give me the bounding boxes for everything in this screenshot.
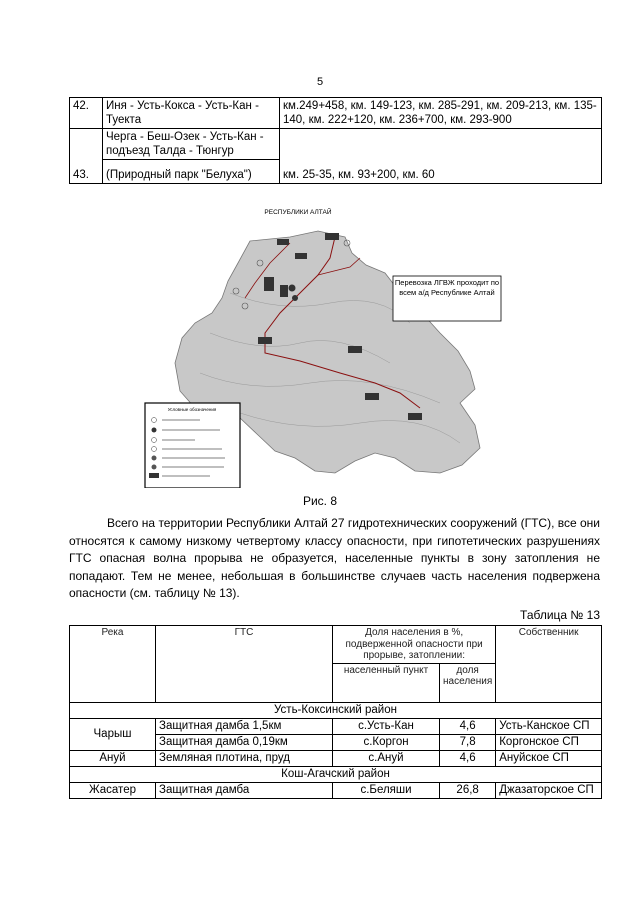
owner-cell: Ануйское СП xyxy=(496,750,602,766)
legend-symbol xyxy=(149,473,159,478)
table-row xyxy=(70,129,602,184)
table-row xyxy=(70,750,602,766)
page-number: 5 xyxy=(316,76,324,88)
owner-cell: Коргонское СП xyxy=(496,734,602,750)
gts-cell: Защитная дамба 1,5км xyxy=(156,718,333,734)
legend-title: Условные обозначения xyxy=(167,407,217,412)
gts-cell: Земляная плотина, пруд xyxy=(156,750,333,766)
callout-text: Перевозка ЛГВЖ проходит по всем а/д Республике Алтай xyxy=(394,278,500,297)
truck-marker xyxy=(295,253,307,259)
legend-symbol xyxy=(152,428,157,433)
altai-map xyxy=(140,203,504,488)
header-row xyxy=(70,626,602,664)
gts-cell: Защитная дамба 0,19км xyxy=(156,734,333,750)
table-row xyxy=(70,782,602,798)
header-population-share: доля населения xyxy=(440,663,496,702)
marker-dot xyxy=(292,295,298,301)
settlement-cell: с.Усть-Кан xyxy=(333,718,440,734)
share-cell: 26,8 xyxy=(440,782,496,798)
table-label: Таблица № 13 xyxy=(520,608,600,622)
section-row xyxy=(70,702,602,718)
river-cell: Жасатер xyxy=(70,782,156,798)
truck-marker xyxy=(325,233,339,240)
route-line-1: Черга - Беш-Озек - Усть-Кан - подъезд Талда - Тюнгур xyxy=(103,129,279,160)
header-settlement: населенный пункт xyxy=(333,663,440,702)
figure-caption: Рис. 8 xyxy=(302,494,338,508)
section-row xyxy=(70,766,602,782)
map-title: РЕСПУБЛИКИ АЛТАЙ xyxy=(264,209,332,216)
truck-marker xyxy=(264,277,274,291)
share-cell: 7,8 xyxy=(440,734,496,750)
share-cell: 4,6 xyxy=(440,718,496,734)
route-km: км.249+458, км. 149-123, км. 285-291, км. 209-213, км. 135-140, км. 222+120, км. 236+700, км. 293-900 xyxy=(280,98,602,129)
truck-marker xyxy=(365,393,379,400)
header-share: Доля населения в %, подверженной опасности при прорыве, затоплении: xyxy=(333,626,496,664)
legend-symbol xyxy=(152,456,157,461)
share-cell: 4,6 xyxy=(440,750,496,766)
route-name xyxy=(103,129,280,184)
settlement-cell: с.Ануй xyxy=(333,750,440,766)
header-river: Река xyxy=(70,626,156,703)
row-number: 43. xyxy=(70,129,103,184)
district-name: Усть-Коксинский район xyxy=(70,702,602,718)
routes-table xyxy=(69,97,602,184)
settlement-cell: с.Беляши xyxy=(333,782,440,798)
owner-cell: Усть-Канское СП xyxy=(496,718,602,734)
truck-marker xyxy=(280,285,288,297)
route-line-2: (Природный парк "Белуха") xyxy=(106,169,252,181)
route-km: км. 25-35, км. 93+200, км. 60 xyxy=(280,129,602,184)
header-gts: ГТС xyxy=(156,626,333,703)
truck-marker xyxy=(277,239,289,245)
owner-cell: Джазаторское СП xyxy=(496,782,602,798)
truck-marker xyxy=(408,413,422,420)
river-cell: Ануй xyxy=(70,750,156,766)
row-number: 42. xyxy=(70,98,103,129)
truck-marker xyxy=(348,346,362,353)
district-name: Кош-Агачский район xyxy=(70,766,602,782)
body-paragraph: Всего на территории Республики Алтай 27 гидротехнических сооружений (ГТС), все они относятся к самому низкому четвертому классу опасности, при гипотетических разрушениях ГТС опасная волна прорыва не образуется, населенные пункты в зону затопления не попадают. Тем не менее, небольшая в большинстве случаев часть населения подвержена опасности (см. таблицу № 13). xyxy=(69,516,600,600)
gts-table xyxy=(69,625,602,799)
truck-marker xyxy=(258,337,272,344)
settlement-cell: с.Коргон xyxy=(333,734,440,750)
legend-box xyxy=(145,403,240,488)
table-row xyxy=(70,718,602,734)
legend-symbol xyxy=(152,465,157,470)
marker-dot xyxy=(289,285,296,292)
table-row xyxy=(70,98,602,129)
header-owner: Собственник xyxy=(496,626,602,703)
route-name: Иня - Усть-Кокса - Усть-Кан - Туекта xyxy=(103,98,280,129)
gts-cell: Защитная дамба xyxy=(156,782,333,798)
river-cell: Чарыш xyxy=(70,718,156,750)
